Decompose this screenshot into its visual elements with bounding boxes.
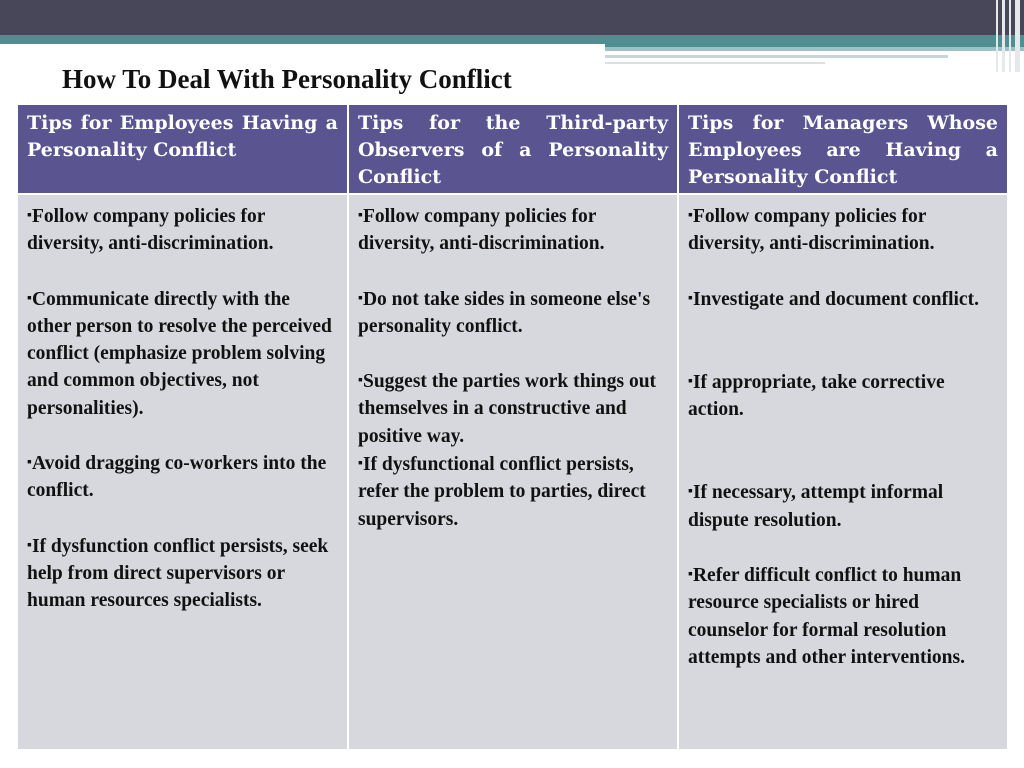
column-managers	[678, 194, 1008, 750]
tip-item: ▪ Avoid dragging co-workers into the conflict.	[27, 449, 338, 505]
table-header-row	[17, 104, 1008, 194]
tip-item: ▪ Do not take sides in someone else's personality conflict.	[358, 285, 668, 341]
tip-item: ▪ Communicate directly with the other person to resolve the perceived conflict (emphasize problem solving and common objectives, not personalities).	[27, 285, 338, 422]
tip-item: ▪ Suggest the parties work things out themselves in a constructive and positive way.	[358, 367, 668, 450]
tip-item: ▪ If necessary, attempt informal dispute resolution.	[688, 478, 998, 534]
column-third-party	[348, 194, 678, 750]
tip-item: ▪ If appropriate, take corrective action.	[688, 368, 998, 424]
tips-table	[16, 103, 1009, 751]
header-third-party: Tips for the Third-party Observers of a Personality Conflict	[348, 104, 678, 194]
header-dark-band	[0, 0, 1024, 35]
tip-item: ▪ If dysfunction conflict persists, seek help from direct supervisors or human resources specialists.	[27, 532, 338, 615]
tip-item: ▪ Follow company policies for diversity, anti-discrimination.	[27, 202, 338, 258]
decorative-line	[605, 55, 948, 58]
header-employees: Tips for Employees Having a Personality Conflict	[17, 104, 348, 194]
tip-item: ▪ If dysfunctional conflict persists, refer the problem to parties, direct supervisors.	[358, 450, 668, 533]
decorative-line	[605, 62, 825, 64]
tip-item: ▪ Refer difficult conflict to human resource specialists or hired counselor for formal resolution attempts and other interventions.	[688, 561, 998, 671]
page-title: How To Deal With Personality Conflict	[62, 64, 512, 94]
tip-item: ▪ Investigate and document conflict.	[688, 285, 998, 313]
decorative-stripes	[992, 0, 1024, 72]
tip-item: ▪ Follow company policies for diversity, anti-discrimination.	[688, 202, 998, 258]
header-managers: Tips for Managers Whose Employees are Having a Personality Conflict	[678, 104, 1008, 194]
column-employees	[17, 194, 348, 750]
table-body-row	[17, 194, 1008, 750]
tip-item: ▪ Follow company policies for diversity, anti-discrimination.	[358, 202, 668, 258]
